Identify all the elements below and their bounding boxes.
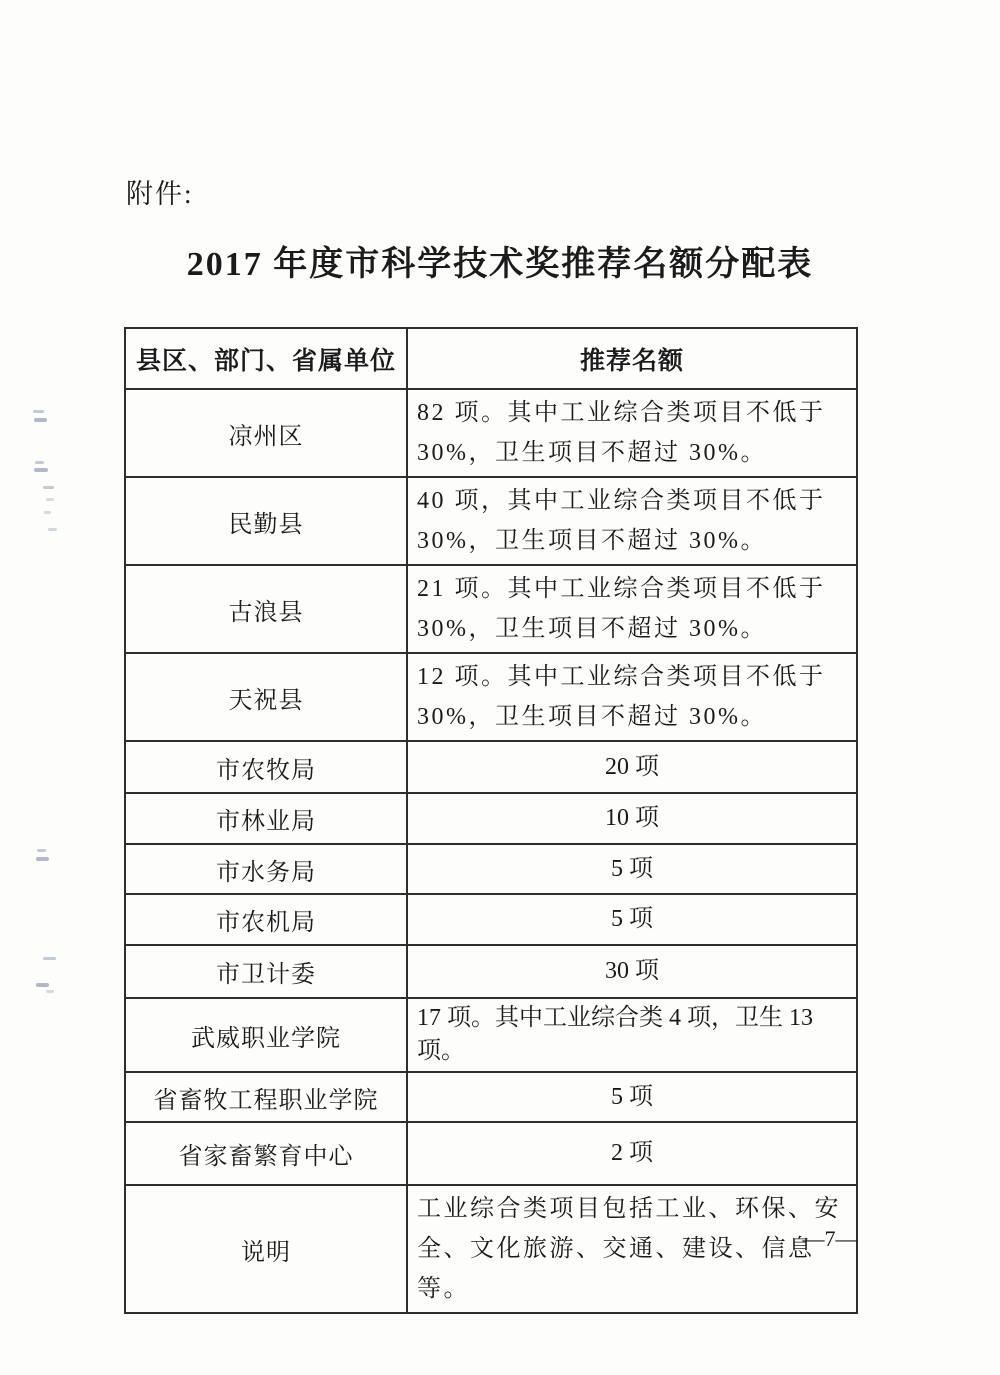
attachment-label: 附件: (126, 179, 194, 209)
table-row (125, 653, 857, 741)
column-header-quota: 推荐名额 (407, 328, 857, 389)
page-title: 2017 年度市科学技术奖推荐名额分配表 (186, 246, 814, 283)
quota-cell: 21 项。其中工业综合类项目不低于 30%，卫生项目不超过 30%。 (407, 565, 857, 653)
table-row (125, 1185, 857, 1313)
table-row (125, 894, 857, 945)
unit-cell: 市水务局 (125, 844, 407, 894)
table-row (125, 945, 857, 998)
unit-cell: 武威职业学院 (125, 998, 407, 1072)
table-row (125, 998, 857, 1072)
quota-cell: 2 项 (407, 1122, 857, 1185)
scan-artifact (44, 511, 51, 514)
page-number: —7— (802, 1226, 858, 1251)
scan-artifact (37, 849, 46, 852)
quota-cell: 17 项。其中工业综合类 4 项，卫生 13 项。 (407, 998, 857, 1072)
scan-artifact (33, 410, 44, 413)
scan-artifact (34, 418, 47, 422)
table-row (125, 844, 857, 894)
scan-artifact (43, 957, 56, 960)
unit-cell: 天祝县 (125, 653, 407, 741)
quota-cell: 20 项 (407, 741, 857, 793)
table-row (125, 741, 857, 793)
unit-cell: 市农牧局 (125, 741, 407, 793)
unit-cell: 说明 (125, 1185, 407, 1313)
quota-cell: 10 项 (407, 793, 857, 844)
unit-cell: 省家畜繁育中心 (125, 1122, 407, 1185)
table-body (125, 389, 857, 1313)
unit-cell: 凉州区 (125, 389, 407, 477)
quota-cell: 5 项 (407, 844, 857, 894)
scan-artifact (46, 990, 54, 993)
unit-cell: 市卫计委 (125, 945, 407, 998)
unit-cell: 省畜牧工程职业学院 (125, 1072, 407, 1122)
table-row (125, 477, 857, 565)
table-header (125, 328, 857, 389)
scan-artifact (43, 486, 54, 489)
table-header-row (125, 328, 857, 389)
unit-cell: 市农机局 (125, 894, 407, 945)
unit-cell: 民勤县 (125, 477, 407, 565)
quota-cell: 工业综合类项目包括工业、环保、安全、文化旅游、交通、建设、信息等。 (407, 1185, 857, 1313)
table-row (125, 389, 857, 477)
table-row (125, 793, 857, 844)
column-header-unit: 县区、部门、省属单位 (125, 328, 407, 389)
scan-artifact (46, 498, 54, 501)
unit-cell: 市林业局 (125, 793, 407, 844)
quota-cell: 40 项，其中工业综合类项目不低于 30%，卫生项目不超过 30%。 (407, 477, 857, 565)
scan-artifact (48, 528, 57, 531)
quota-cell: 5 项 (407, 1072, 857, 1122)
scan-artifact (36, 983, 49, 987)
quota-allocation-table (124, 327, 858, 1314)
quota-cell: 82 项。其中工业综合类项目不低于 30%，卫生项目不超过 30%。 (407, 389, 857, 477)
scan-artifact (36, 857, 49, 861)
scan-artifact (35, 461, 44, 464)
quota-cell: 5 项 (407, 894, 857, 945)
scan-artifact (34, 468, 48, 472)
table-row (125, 1122, 857, 1185)
quota-cell: 30 项 (407, 945, 857, 998)
unit-cell: 古浪县 (125, 565, 407, 653)
table-row (125, 1072, 857, 1122)
quota-cell: 12 项。其中工业综合类项目不低于 30%，卫生项目不超过 30%。 (407, 653, 857, 741)
table-row (125, 565, 857, 653)
